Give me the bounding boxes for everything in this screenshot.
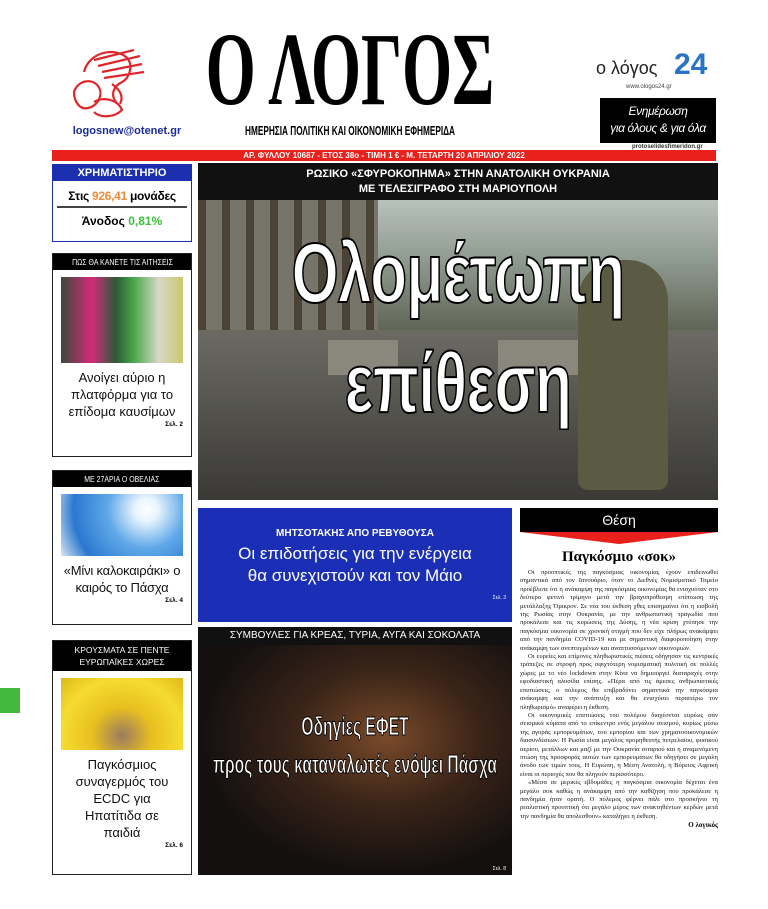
stock-index-line: [57, 189, 187, 208]
contact-email[interactable]: logosnew@otenet.gr: [72, 125, 182, 137]
lead-kicker: [198, 163, 718, 200]
tagline-box: [600, 98, 716, 143]
editorial-paragraph: «Μέσα σε μερικές εβδομάδες η παγκόσμια οικονομία δέχεται ένα μεγάλο σοκ καθώς η ανάκαμψη από την καθίζηση που προκάλεσε η πανδημία ήταν ορατή. Ο πόλεμος φέρνει πάλι στο προσκήνιο τη ρεαλιστική προοπτική ότι μεγάλο μέρος των ανακτηθέντων κερδών μετά την πανδημία θα απολεσθούν» καταλήγει η έκθεση.: [520, 779, 718, 820]
efet-story-photo[interactable]: [198, 645, 512, 875]
stock-change-value: 0,81%: [128, 214, 163, 228]
editorial-body: [520, 569, 718, 821]
fuel-pump-photo: [61, 277, 183, 363]
lead-headline-line-1: Ολομέτωπη: [291, 226, 625, 320]
sunny-sky-photo: [61, 494, 183, 556]
stock-pre: Στις: [68, 189, 89, 203]
page-ref: Σελ. 4: [165, 597, 183, 604]
newspaper-title: Ο ΛΟΓΟΣ: [205, 12, 495, 127]
stock-market-box: [52, 164, 192, 242]
red-arrow-decoration: [520, 532, 718, 544]
stock-change-label: Άνοδος: [81, 214, 125, 228]
energy-headline-1: Οι επιδοτήσεις για την ενέργεια: [238, 544, 472, 563]
lead-story-photo[interactable]: [198, 200, 718, 500]
source-watermark: protoselidesfimeridon.gr: [632, 144, 703, 150]
tagline-line-1: Ενημέρωση: [628, 104, 688, 118]
page-ref: Σελ. 2: [165, 421, 183, 428]
green-tab-marker[interactable]: [0, 688, 20, 713]
energy-headline-2: θα συνεχιστούν και τον Μάιο: [247, 566, 463, 585]
lead-kicker-line-2: ΜΕ ΤΕΛΕΣΙΓΡΑΦΟ ΣΤΗ ΜΑΡΙΟΥΠΟΛΗ: [358, 183, 558, 195]
editorial-signature: Ο λογικός: [688, 821, 718, 830]
efet-headline-line-2: προς τους καταναλωτές ενόψει Πάσχα: [213, 749, 497, 779]
editorial-column: [520, 508, 718, 883]
lead-kicker-line-1: ΡΩΣΙΚΟ «ΣΦΥΡΟΚΟΠΗΜΑ» ΣΤΗΝ ΑΝΑΤΟΛΙΚΗ ΟΥΚΡΑΝΙΑ: [306, 168, 610, 180]
story-kicker: [53, 254, 191, 270]
ologos24-logo[interactable]: [596, 48, 708, 96]
story-headline: Ανοίγει αύριο η πλατφόρμα για το επίδομα καυσίμων: [68, 370, 176, 419]
story-kicker: ΚΡΟΥΣΜΑΤΑ ΣΕ ΠΕΝΤΕ ΕΥΡΩΠΑΪΚΕΣ ΧΩΡΕΣ: [53, 641, 191, 671]
efet-headline: [205, 707, 505, 783]
page-ref: Σελ. 6: [165, 842, 183, 849]
efet-headline-line-1: Οδηγίες ΕΦΕΤ: [301, 711, 409, 741]
editorial-title: Παγκόσμιο «σοκ»: [561, 549, 676, 565]
story-kicker-text: ΠΩΣ ΘΑ ΚΑΝΕΤΕ ΤΙΣ ΑΙΤΗΣΕΙΣ: [71, 257, 173, 267]
page-ref: Σελ. 3: [492, 595, 506, 601]
sidebar-story-fuel[interactable]: [52, 253, 192, 457]
tagline-line-2: για όλους & για όλα: [610, 121, 706, 135]
sidebar-story-weather[interactable]: [52, 470, 192, 625]
energy-story[interactable]: [198, 508, 512, 622]
lead-headline: [271, 218, 645, 438]
issue-info-bar: ΑΡ. ΦΥΛΛΟΥ 10687 - ΕΤΟΣ 38ο - ΤΙΜΗ 1 € - Μ. ΤΕΤΑΡΤΗ 20 ΑΠΡΙΛΙΟΥ 2022: [52, 150, 716, 161]
editorial-paragraph: Οι ευρείες και επίμονες πληθωριστικές πιέσεις οδήγησαν τις κεντρικές τράπεζες σε στροφή προς σφιχτότερη νομισματική πολιτική σε πολλές χώρες με το νέο lockdown στην Κίνα να δημιουργεί διαταραχές στην εφοδιαστική αλυσίδα επίσης. «Πέρα από τις άμεσες ανθρωπιστικές επιπτώσεις, ο πόλεμος θα επιβραδύνει σημαντικά την παγκόσμια ανάκαμψη και την ανάπτυξη και θα ενισχύσει περαιτέρω τον πληθωρισμό» αναφέρει η έκθεση.: [520, 653, 718, 711]
editorial-paragraph: Οι οικονομικές επιπτώσεις του πολέμου διαχέονται ευρέως σαν σεισμικά κύματα από το επίκεντρο ενός μεγάλου σεισμού, κυρίως μέσω της αγοράς εμπορευμάτων, του εμπορίου και των χρηματοοικονομικών διασυνδέσεων. Η Ρωσία είναι μεγάλος προμηθευτής πετρελαίου, φυσικού αερίου, μετάλλων και μαζί με την Ουκρανία σιταριού και η αναμενόμενη πτώση της προσφοράς αυτών των εμπορευμάτων θα οδηγήσει σε μεγάλη άνοδο των τιμών τους. Η Ευρώπη, η Μέση Ανατολή, η Βόρειος Αφρική είναι οι περιοχές που θα πληγούν περισσότερο.: [520, 711, 718, 778]
ologos24-url: www.ologos24.gr: [626, 84, 672, 90]
lead-headline-line-2: επίθεση: [344, 336, 572, 430]
ologos24-logo-text: ο λόγος: [596, 58, 658, 78]
efet-kicker: ΣΥΜΒΟΥΛΕΣ ΓΙΑ ΚΡΕΑΣ, ΤΥΡΙΑ, ΑΥΓΑ ΚΑΙ ΣΟΚΟΛΑΤΑ: [198, 627, 512, 645]
sidebar-story-hepatitis[interactable]: [52, 640, 192, 875]
ologos24-logo-number: 24: [674, 48, 708, 81]
newspaper-emblem-logo: [64, 42, 150, 122]
energy-kicker: ΜΗΤΣΟΤΑΚΗΣ ΑΠΟ ΡΕΒΥΘΟΥΣΑ: [276, 528, 434, 539]
editorial-section-label: Θέση: [520, 508, 718, 532]
stock-unit: μονάδες: [129, 189, 176, 203]
page-ref: Σελ. 8: [492, 866, 506, 872]
children-photo: [61, 678, 183, 750]
story-kicker-text: ΜΕ 27ΑΡΙΑ Ο ΟΒΕΛΙΑΣ: [84, 474, 160, 484]
stock-header: ΧΡΗΜΑΤΙΣΤΗΡΙΟ: [53, 165, 191, 181]
newspaper-subtitle: ΗΜΕΡΗΣΙΑ ΠΟΛΙΤΙΚΗ ΚΑΙ ΟΙΚΟΝΟΜΙΚΗ ΕΦΗΜΕΡΙΔΑ: [244, 124, 456, 138]
story-kicker: [53, 471, 191, 487]
editorial-paragraph: Οι προοπτικές της παγκόσμιας οικονομίας έχουν επιδεινωθεί σημαντικά από τον Ιανουάριο, όταν το Διεθνές Νομισματικό Ταμείο προέβλεπε ότι η ανάκαμψη της παγκόσμιας οικονομίας θα ενισχυόταν στο δεύτερο φετινό τρίμηνο μετά την βραχυπρόθεσμη επίπτωση της μετάλλαξης Όμικρον. Σε νέα του έκθεση χθες επισημαίνει ότι η εισβολή της Ρωσίας στην Ουκρανία, με την ανθρωπιστική τραγωδία που προκάλεσε και τις κυρώσεις της Δύσης, η νέα κρίση χτύπησε την παγκόσμια οικονομία σε χρονική στιγμή που δεν είχε πλήρως ανακάμψει από την πανδημία COVID-19 και με σημαντική διαφοροποίηση στην ανάκαμψη των ανεπτυγμένων και αναπτυσσόμενων οικονομιών.: [520, 569, 718, 652]
story-headline: «Μίνι καλοκαιράκι» ο καιρός το Πάσχα: [63, 563, 181, 595]
stock-change-line: [53, 214, 191, 228]
story-headline: Παγκόσμιος συναγερμός του ECDC για Ηπατίτιδα σε παιδιά: [75, 757, 169, 840]
stock-index-value: 926,41: [91, 189, 127, 203]
